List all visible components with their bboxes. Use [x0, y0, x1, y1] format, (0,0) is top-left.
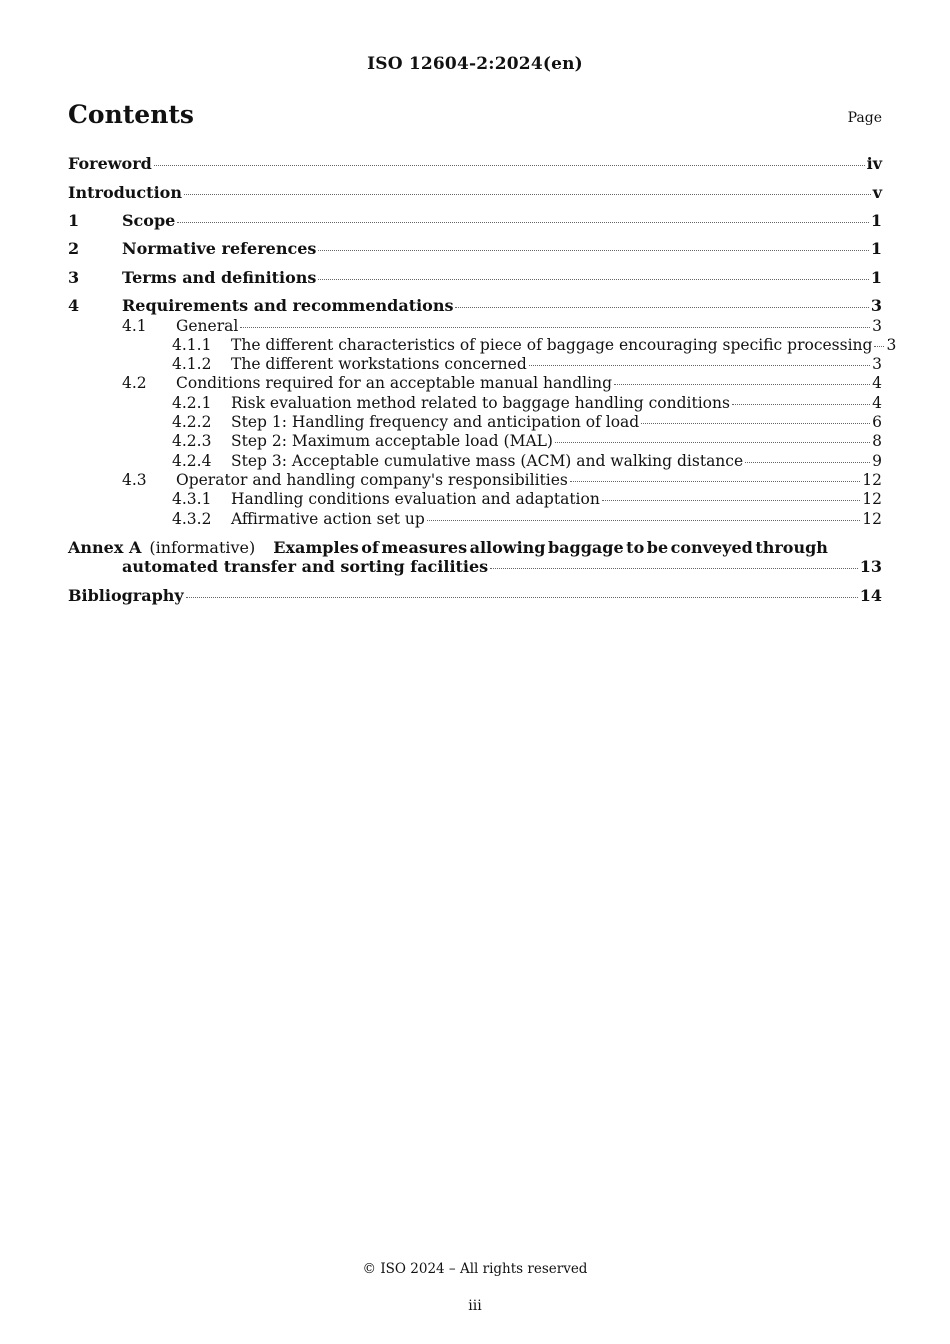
toc-number: 3: [68, 268, 80, 287]
toc-entry-annex-a[interactable]: [68, 538, 828, 557]
toc-page: 3: [872, 355, 882, 373]
toc-title: Step 2: Maximum acceptable load (MAL): [231, 432, 553, 450]
toc-number: 4.3.1: [172, 490, 212, 508]
toc-number: 4.3.2: [172, 510, 212, 528]
dot-leader: [745, 462, 870, 463]
toc-page: 4: [872, 394, 882, 412]
dot-leader: [186, 597, 858, 598]
toc-title: Bibliography: [68, 586, 184, 605]
toc-entry-4-1-2[interactable]: [172, 355, 882, 373]
toc-number: 4.1.1: [172, 336, 212, 354]
annex-title-word: measures: [381, 538, 468, 557]
annex-title-line1: [273, 538, 828, 557]
toc-page: 1: [870, 268, 882, 287]
toc-title: Requirements and recommendations: [122, 296, 454, 315]
toc-number: 1: [68, 211, 80, 230]
toc-entry-4-3[interactable]: [122, 471, 882, 489]
toc-entry-4-3-1[interactable]: [172, 490, 882, 508]
contents-heading: Contents: [68, 100, 195, 129]
toc-page: 12: [862, 490, 882, 508]
dot-leader: [602, 500, 860, 501]
toc-page: v: [872, 183, 882, 202]
toc-title: Risk evaluation method related to baggage handling conditions: [231, 394, 730, 412]
toc-page: 14: [859, 586, 882, 605]
toc-page: 9: [872, 452, 882, 470]
dot-leader: [177, 222, 869, 223]
toc-title: Affirmative action set up: [231, 510, 425, 528]
annex-title-word: allowing: [469, 538, 546, 557]
toc-entry-4-2-2[interactable]: [172, 413, 882, 431]
toc-entry-bibliography[interactable]: [68, 586, 882, 605]
annex-title-word: of: [361, 538, 379, 557]
toc-title: Handling conditions evaluation and adaptation: [231, 490, 600, 508]
dot-leader: [154, 165, 865, 166]
toc-page: 3: [870, 296, 882, 315]
toc-page: 12: [862, 510, 882, 528]
toc-page: 1: [870, 211, 882, 230]
toc-number: 4.2.1: [172, 394, 212, 412]
toc-page: 3: [872, 317, 882, 335]
annex-title-word: be: [646, 538, 669, 557]
toc-entry-requirements[interactable]: [68, 296, 882, 315]
dot-leader: [555, 442, 870, 443]
copyright-notice: © ISO 2024 – All rights reserved: [362, 1261, 588, 1277]
toc-number: 4.1.2: [172, 355, 212, 373]
annex-title-word: through: [755, 538, 828, 557]
page-number: iii: [468, 1298, 482, 1314]
toc-entry-annex-a-line2[interactable]: [122, 557, 882, 576]
toc-entry-terms-and-definitions[interactable]: [68, 268, 882, 287]
dot-leader: [318, 279, 868, 280]
toc-page: 1: [870, 239, 882, 258]
toc-entry-4-2-3[interactable]: [172, 432, 882, 450]
toc-entry-scope[interactable]: [68, 211, 882, 230]
toc-page: 13: [859, 557, 882, 576]
toc-title: Step 1: Handling frequency and anticipation of load: [231, 413, 640, 431]
toc-title: Terms and definitions: [122, 268, 317, 287]
toc-title: Introduction: [68, 183, 182, 202]
toc-page: 12: [862, 471, 882, 489]
toc-number: 4.2.3: [172, 432, 212, 450]
annex-title-line2: automated transfer and sorting facilities: [122, 557, 489, 576]
toc-title: General: [176, 317, 239, 335]
toc-title: Operator and handling company's responsibilities: [176, 471, 568, 489]
toc-page: 8: [872, 432, 882, 450]
dot-leader: [490, 568, 858, 569]
annex-type: (informative): [149, 538, 256, 557]
toc-page: 3: [886, 336, 897, 354]
toc-entry-4-2-1[interactable]: [172, 394, 882, 412]
toc-page: 6: [872, 413, 882, 431]
toc-title: Step 3: Acceptable cumulative mass (ACM) and walking distance: [231, 452, 744, 470]
dot-leader: [732, 404, 870, 405]
toc-title: The different characteristics of piece of baggage encouraging specific processing: [231, 336, 873, 354]
toc-number: 4.3: [122, 471, 147, 489]
annex-title-word: conveyed: [670, 538, 753, 557]
dot-leader: [570, 481, 860, 482]
toc-number: 4.2: [122, 374, 147, 392]
annex-title-word: baggage: [547, 538, 624, 557]
toc-entry-4-2-4[interactable]: [172, 452, 882, 470]
dot-leader: [184, 194, 871, 195]
dot-leader: [455, 307, 868, 308]
toc-page: 4: [872, 374, 882, 392]
toc-title: The different workstations concerned: [231, 355, 527, 373]
toc-number: 4: [68, 296, 80, 315]
toc-entry-foreword[interactable]: [68, 154, 882, 173]
toc-entry-normative-references[interactable]: [68, 239, 882, 258]
dot-leader: [318, 250, 868, 251]
dot-leader: [240, 327, 870, 328]
toc-number: 2: [68, 239, 80, 258]
toc-title: Conditions required for an acceptable manual handling: [176, 374, 612, 392]
dot-leader: [874, 346, 884, 347]
toc-title: Scope: [122, 211, 176, 230]
toc-title: Normative references: [122, 239, 317, 258]
toc-entry-4-1[interactable]: [122, 317, 882, 335]
annex-label: Annex A: [68, 538, 142, 557]
toc-entry-4-3-2[interactable]: [172, 510, 882, 528]
annex-title-word: Examples: [273, 538, 359, 557]
toc-title: Foreword: [68, 154, 152, 173]
toc-entry-4-1-1[interactable]: [172, 336, 897, 354]
dot-leader: [614, 384, 870, 385]
dot-leader: [641, 423, 870, 424]
document-id: ISO 12604-2:2024(en): [367, 54, 583, 74]
toc-entry-4-2[interactable]: [122, 374, 882, 392]
dot-leader: [427, 520, 860, 521]
toc-number: 4.1: [122, 317, 147, 335]
toc-entry-introduction[interactable]: [68, 183, 882, 202]
dot-leader: [529, 365, 870, 366]
toc-page: iv: [866, 154, 882, 173]
toc-number: 4.2.2: [172, 413, 212, 431]
toc-number: 4.2.4: [172, 452, 212, 470]
annex-title-word: to: [626, 538, 645, 557]
page-column-label: Page: [847, 110, 882, 126]
